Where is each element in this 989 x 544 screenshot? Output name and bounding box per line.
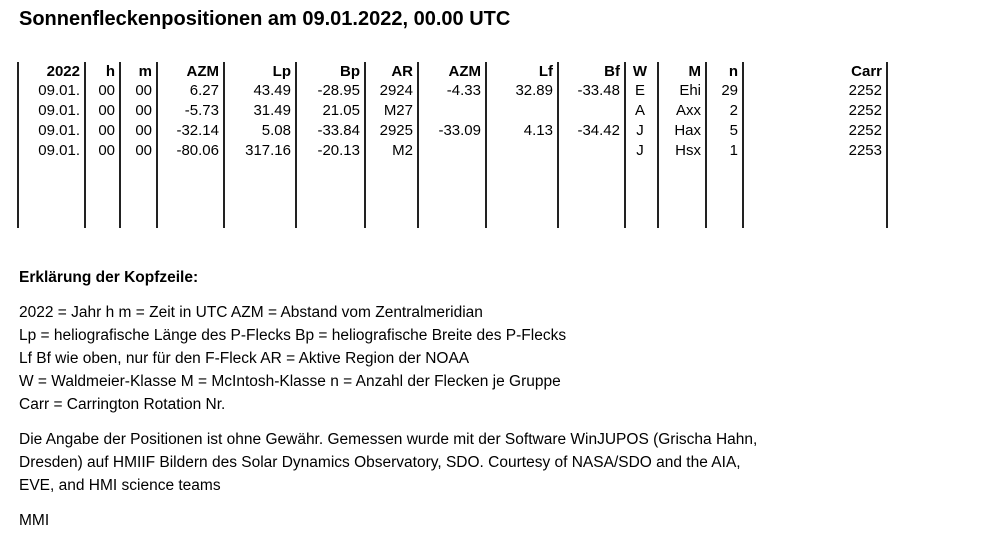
- cell-col-0: 09.01.: [38, 82, 80, 99]
- cell-col-13: 2253: [848, 142, 882, 159]
- cell-col-10: A: [634, 102, 645, 119]
- table-row: [17, 141, 888, 161]
- cell-col-1: 00: [98, 102, 115, 119]
- cell-col-4: 5.08: [261, 122, 291, 139]
- cell-col-13: 2252: [848, 122, 882, 139]
- cell-col-6: 2925: [379, 122, 413, 139]
- legend-line: W = Waldmeier-Klasse M = McIntosh-Klasse n = Anzahl der Flecken je Gruppe: [19, 373, 561, 390]
- legend-line: Lf Bf wie oben, nur für den F-Fleck AR = Aktive Region der NOAA: [19, 350, 470, 367]
- legend-line: 2022 = Jahr h m = Zeit in UTC AZM = Abstand vom Zentralmeridian: [19, 304, 483, 321]
- cell-col-2: 00: [135, 82, 152, 99]
- cell-col-11: Ehi: [679, 82, 701, 99]
- cell-col-8: 4.13: [523, 122, 553, 139]
- cell-col-5: -33.84: [317, 122, 360, 139]
- legend-line: Lp = heliografische Länge des P-Flecks Bp = heliografische Breite des P-Flecks: [19, 327, 567, 344]
- cell-col-6: AR: [391, 63, 413, 80]
- cell-col-10: J: [636, 142, 644, 159]
- cell-col-4: 317.16: [245, 142, 291, 159]
- cell-col-3: -32.14: [176, 122, 219, 139]
- cell-col-3: -5.73: [184, 102, 219, 119]
- cell-col-8: 32.89: [515, 82, 553, 99]
- cell-col-9: -33.48: [577, 82, 620, 99]
- cell-col-3: -80.06: [176, 142, 219, 159]
- disclaimer: [19, 428, 757, 497]
- legend-heading: Erklärung der Kopfzeile:: [19, 269, 199, 286]
- signature: MMI: [19, 512, 50, 529]
- table-header: [17, 62, 888, 82]
- table-row: [17, 121, 888, 141]
- cell-col-2: 00: [135, 102, 152, 119]
- cell-col-7: -33.09: [438, 122, 481, 139]
- cell-col-6: M27: [383, 102, 413, 119]
- cell-col-2: m: [138, 63, 152, 80]
- cell-col-8: Lf: [538, 63, 553, 80]
- cell-col-4: 31.49: [253, 102, 291, 119]
- disclaimer-line: Dresden) auf HMIIF Bildern des Solar Dynamics Observatory, SDO. Courtesy of NASA/SDO and the AIA,: [19, 454, 741, 471]
- cell-col-1: 00: [98, 142, 115, 159]
- cell-col-11: M: [688, 63, 701, 80]
- cell-col-12: 1: [729, 142, 738, 159]
- cell-col-4: Lp: [272, 63, 291, 80]
- cell-col-9: -34.42: [577, 122, 620, 139]
- page-title: Sonnenfleckenpositionen am 09.01.2022, 00.00 UTC: [19, 8, 511, 30]
- disclaimer-line: EVE, and HMI science teams: [19, 477, 221, 494]
- legend-definitions: [19, 301, 757, 416]
- cell-col-10: J: [636, 122, 644, 139]
- cell-col-0: 09.01.: [38, 122, 80, 139]
- cell-col-5: -28.95: [317, 82, 360, 99]
- cell-col-1: 00: [98, 82, 115, 99]
- cell-col-4: 43.49: [253, 82, 291, 99]
- cell-col-2: 00: [135, 122, 152, 139]
- cell-col-5: Bp: [340, 63, 360, 80]
- sunspot-table: [17, 62, 888, 228]
- cell-col-1: h: [105, 63, 115, 80]
- cell-col-5: 21.05: [322, 102, 360, 119]
- cell-col-11: Hax: [674, 122, 701, 139]
- cell-col-9: Bf: [604, 63, 620, 80]
- cell-col-0: 09.01.: [38, 142, 80, 159]
- cell-col-12: 2: [729, 102, 738, 119]
- legend: [19, 266, 757, 544]
- cell-col-3: AZM: [186, 63, 219, 80]
- cell-col-7: -4.33: [446, 82, 481, 99]
- cell-col-13: Carr: [851, 63, 882, 80]
- table-row: [17, 81, 888, 101]
- cell-col-13: 2252: [848, 82, 882, 99]
- cell-col-6: M2: [392, 142, 413, 159]
- cell-col-6: 2924: [379, 82, 413, 99]
- cell-col-2: 00: [135, 142, 152, 159]
- cell-col-7: AZM: [448, 63, 481, 80]
- cell-col-10: E: [634, 82, 645, 99]
- table-row: [17, 101, 888, 121]
- legend-line: Carr = Carrington Rotation Nr.: [19, 396, 226, 413]
- cell-col-5: -20.13: [317, 142, 360, 159]
- cell-col-13: 2252: [848, 102, 882, 119]
- disclaimer-line: Die Angabe der Positionen ist ohne Gewähr. Gemessen wurde mit der Software WinJUPOS (Grischa Hahn,: [19, 431, 758, 448]
- cell-col-1: 00: [98, 122, 115, 139]
- cell-col-12: 29: [721, 82, 738, 99]
- cell-col-0: 09.01.: [38, 102, 80, 119]
- cell-col-11: Axx: [675, 102, 701, 119]
- cell-col-10: W: [632, 63, 648, 80]
- cell-col-12: 5: [729, 122, 738, 139]
- cell-col-3: 6.27: [189, 82, 219, 99]
- cell-col-11: Hsx: [675, 142, 701, 159]
- cell-col-0: 2022: [46, 63, 80, 80]
- cell-col-12: n: [728, 63, 738, 80]
